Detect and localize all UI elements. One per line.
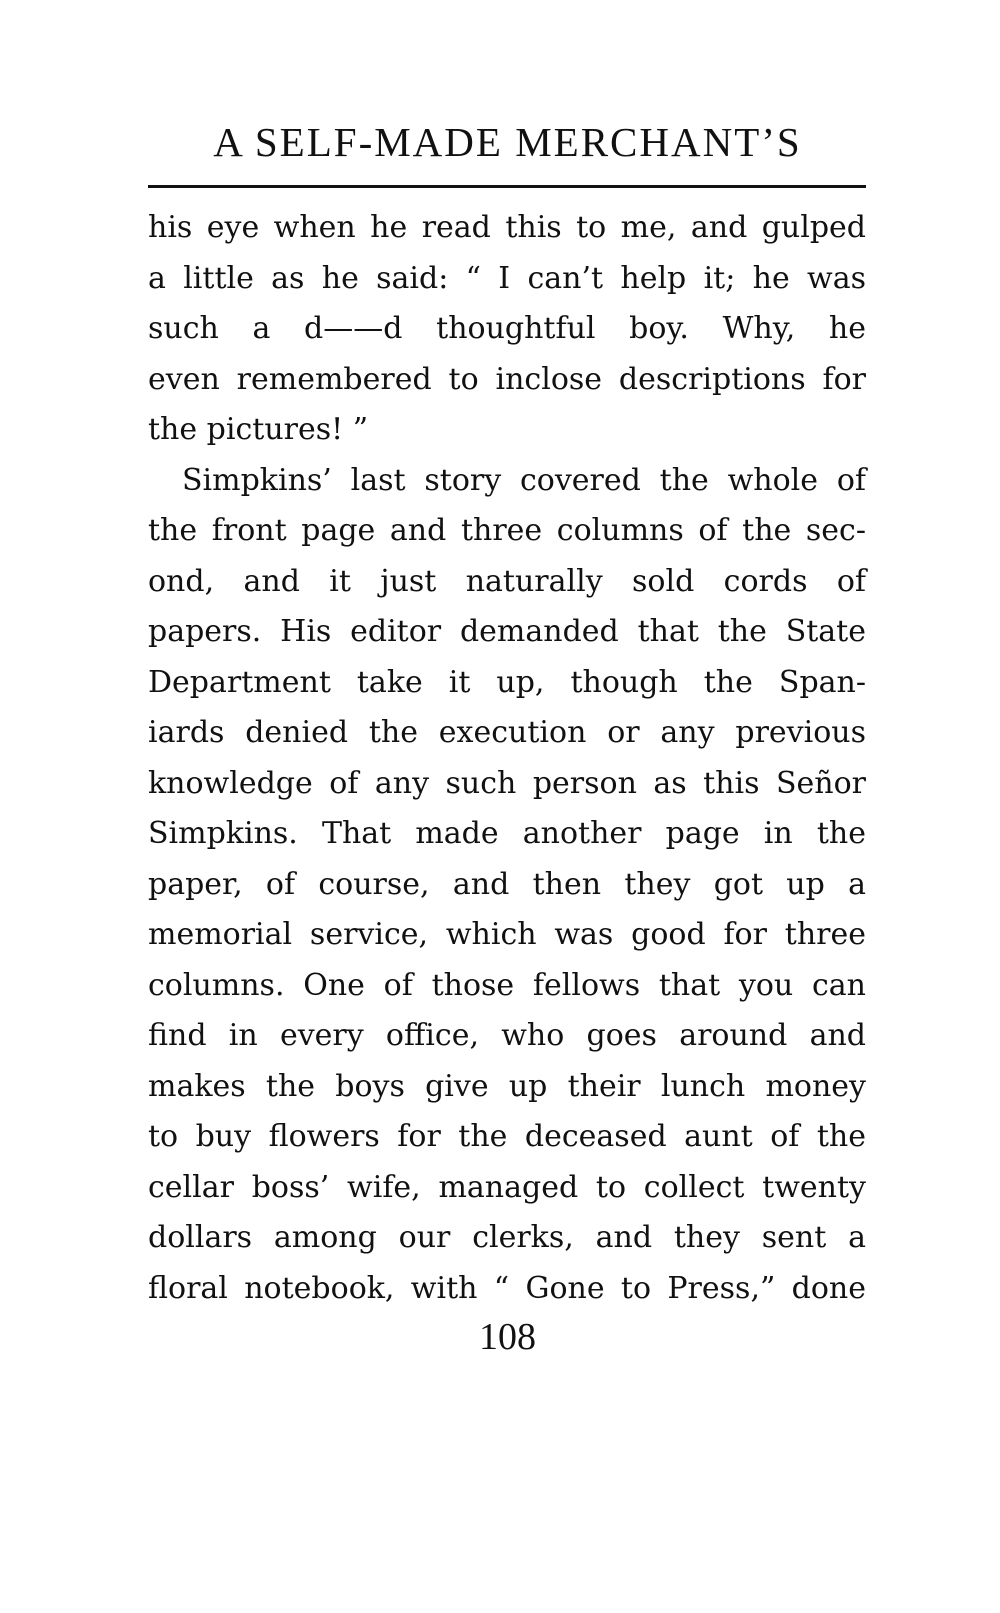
- text-line: memorial service, which was good for three: [148, 917, 866, 952]
- text-line: Department take it up, though the Span-: [148, 664, 866, 700]
- text-line: makes the boys give up their lunch money: [148, 1068, 866, 1104]
- text-line: to buy flowers for the deceased aunt of the: [148, 1119, 866, 1154]
- text-line: ond, and it just naturally sold cords of: [148, 563, 866, 599]
- text-line: dollars among our clerks, and they sent a: [148, 1220, 866, 1255]
- text-line: the front page and three columns of the sec-: [148, 513, 866, 548]
- running-head-title: A SELF-MADE MERCHANT’S: [213, 119, 802, 165]
- text-line: iards denied the execution or any previous: [148, 715, 866, 750]
- text-line: Simpkins’ last story covered the whole of: [182, 462, 866, 498]
- text-line: Simpkins. That made another page in the: [148, 816, 866, 851]
- text-line: cellar boss’ wife, managed to collect twenty: [148, 1169, 866, 1205]
- page-number: 108: [479, 1316, 536, 1358]
- text-line: columns. One of those fellows that you can: [148, 967, 866, 1003]
- text-line: a little as he said: “ I can’t help it; he was: [148, 260, 866, 296]
- text-line: knowledge of any such person as this Señor: [148, 765, 866, 801]
- text-line: papers. His editor demanded that the State: [148, 614, 866, 649]
- text-line: floral notebook, with “ Gone to Press,” done: [148, 1270, 866, 1306]
- text-line: paper, of course, and then they got up a: [148, 866, 866, 902]
- text-line: find in every office, who goes around and: [148, 1018, 866, 1053]
- text-line: the pictures! ”: [148, 412, 369, 447]
- header-rule: [148, 185, 866, 188]
- body-text: [148, 203, 866, 1314]
- text-line: his eye when he read this to me, and gulped: [148, 210, 866, 245]
- text-line: such a d——d thoughtful boy. Why, he: [148, 311, 866, 346]
- text-line: even remembered to inclose descriptions for: [148, 361, 866, 397]
